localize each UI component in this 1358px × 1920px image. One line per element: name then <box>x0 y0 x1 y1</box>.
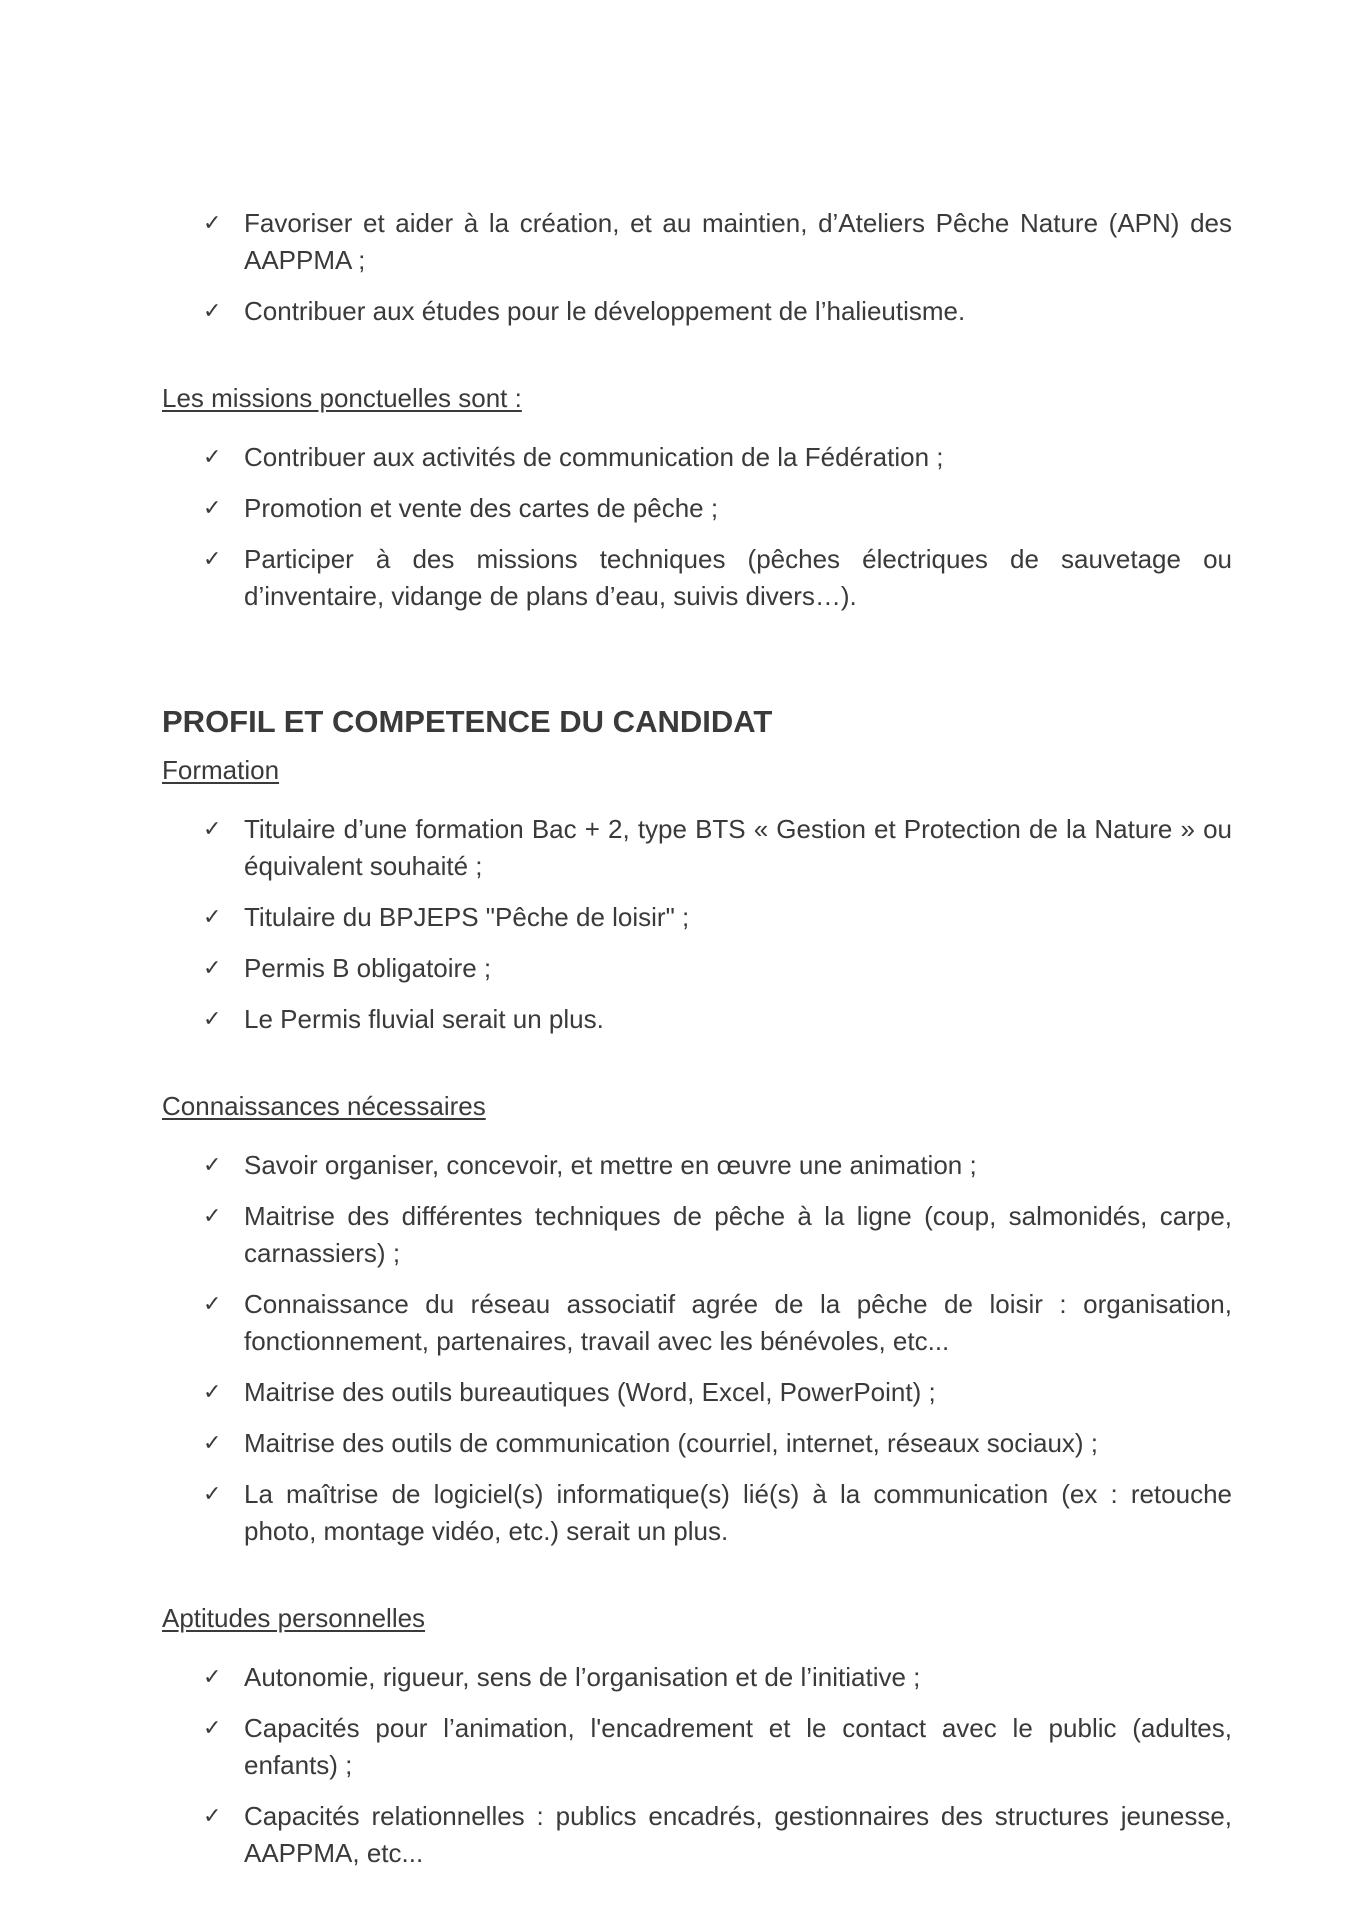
aptitudes-list <box>162 1659 1232 1872</box>
list-item: ✓ Le Permis fluvial serait un plus. <box>162 1001 1232 1038</box>
list-item: ✓ Autonomie, rigueur, sens de l’organisation et de l’initiative ; <box>162 1659 1232 1696</box>
connaissances-heading: Connaissances nécessaires <box>162 1091 486 1121</box>
list-item: ✓ Contribuer aux activités de communication de la Fédération ; <box>162 439 1232 476</box>
list-item: ✓ Connaissance du réseau associatif agrée de la pêche de loisir : organisation, fonctionnement, partenaires, travail avec les bénévoles, etc... <box>162 1286 1232 1360</box>
checkmark-icon: ✓ <box>203 1204 222 1229</box>
checkmark-icon: ✓ <box>203 1380 222 1405</box>
list-item: ✓ Favoriser et aider à la création, et au maintien, d’Ateliers Pêche Nature (APN) des AAPPMA ; <box>162 205 1232 279</box>
checkmark-icon: ✓ <box>203 1007 222 1032</box>
checkmark-icon: ✓ <box>203 1665 222 1690</box>
checkmark-icon: ✓ <box>203 547 222 572</box>
checkmark-icon: ✓ <box>203 905 222 930</box>
list-item: ✓ Capacités pour l’animation, l'encadrement et le contact avec le public (adultes, enfants) ; <box>162 1710 1232 1784</box>
list-item: ✓ Promotion et vente des cartes de pêche ; <box>162 490 1232 527</box>
list-item: ✓ La maîtrise de logiciel(s) informatique(s) lié(s) à la communication (ex : retouche photo, montage vidéo, etc.) serait un plus. <box>162 1476 1232 1550</box>
list-item: ✓ Maitrise des outils bureautiques (Word, Excel, PowerPoint) ; <box>162 1374 1232 1411</box>
aptitudes-heading: Aptitudes personnelles <box>162 1603 426 1633</box>
checkmark-icon: ✓ <box>203 1716 222 1741</box>
section-title: PROFIL ET COMPETENCE DU CANDIDAT <box>162 704 773 739</box>
checkmark-icon: ✓ <box>203 299 222 324</box>
list-item: ✓ Capacités relationnelles : publics encadrés, gestionnaires des structures jeunesse, AAPPMA, etc... <box>162 1798 1232 1872</box>
checkmark-icon: ✓ <box>203 445 222 470</box>
list-item: ✓ Savoir organiser, concevoir, et mettre en œuvre une animation ; <box>162 1147 1232 1184</box>
list-item: ✓ Participer à des missions techniques (pêches électriques de sauvetage ou d’inventaire, vidange de plans d’eau, suivis divers…). <box>162 541 1232 615</box>
list-item: ✓ Permis B obligatoire ; <box>162 950 1232 987</box>
checkmark-icon: ✓ <box>203 817 222 842</box>
list-item: ✓ Maitrise des différentes techniques de pêche à la ligne (coup, salmonidés, carpe, carnassiers) ; <box>162 1198 1232 1272</box>
formation-heading: Formation <box>162 755 280 785</box>
list-item: ✓ Contribuer aux études pour le développement de l’halieutisme. <box>162 293 1232 330</box>
checkmark-icon: ✓ <box>203 956 222 981</box>
missions-ponctuelles-list <box>162 439 1232 615</box>
checkmark-icon: ✓ <box>203 1804 222 1829</box>
connaissances-list <box>162 1147 1232 1550</box>
checkmark-icon: ✓ <box>203 1431 222 1456</box>
list-item: ✓ Titulaire d’une formation Bac + 2, type BTS « Gestion et Protection de la Nature » ou équivalent souhaité ; <box>162 811 1232 885</box>
intro-list <box>162 205 1232 330</box>
list-item: ✓ Maitrise des outils de communication (courriel, internet, réseaux sociaux) ; <box>162 1425 1232 1462</box>
missions-ponctuelles-heading: Les missions ponctuelles sont : <box>162 383 522 413</box>
list-item: ✓ Titulaire du BPJEPS "Pêche de loisir" ; <box>162 899 1232 936</box>
checkmark-icon: ✓ <box>203 1482 222 1507</box>
checkmark-icon: ✓ <box>203 496 222 521</box>
formation-list <box>162 811 1232 1038</box>
checkmark-icon: ✓ <box>203 1153 222 1178</box>
checkmark-icon: ✓ <box>203 1292 222 1317</box>
checkmark-icon: ✓ <box>203 211 222 236</box>
